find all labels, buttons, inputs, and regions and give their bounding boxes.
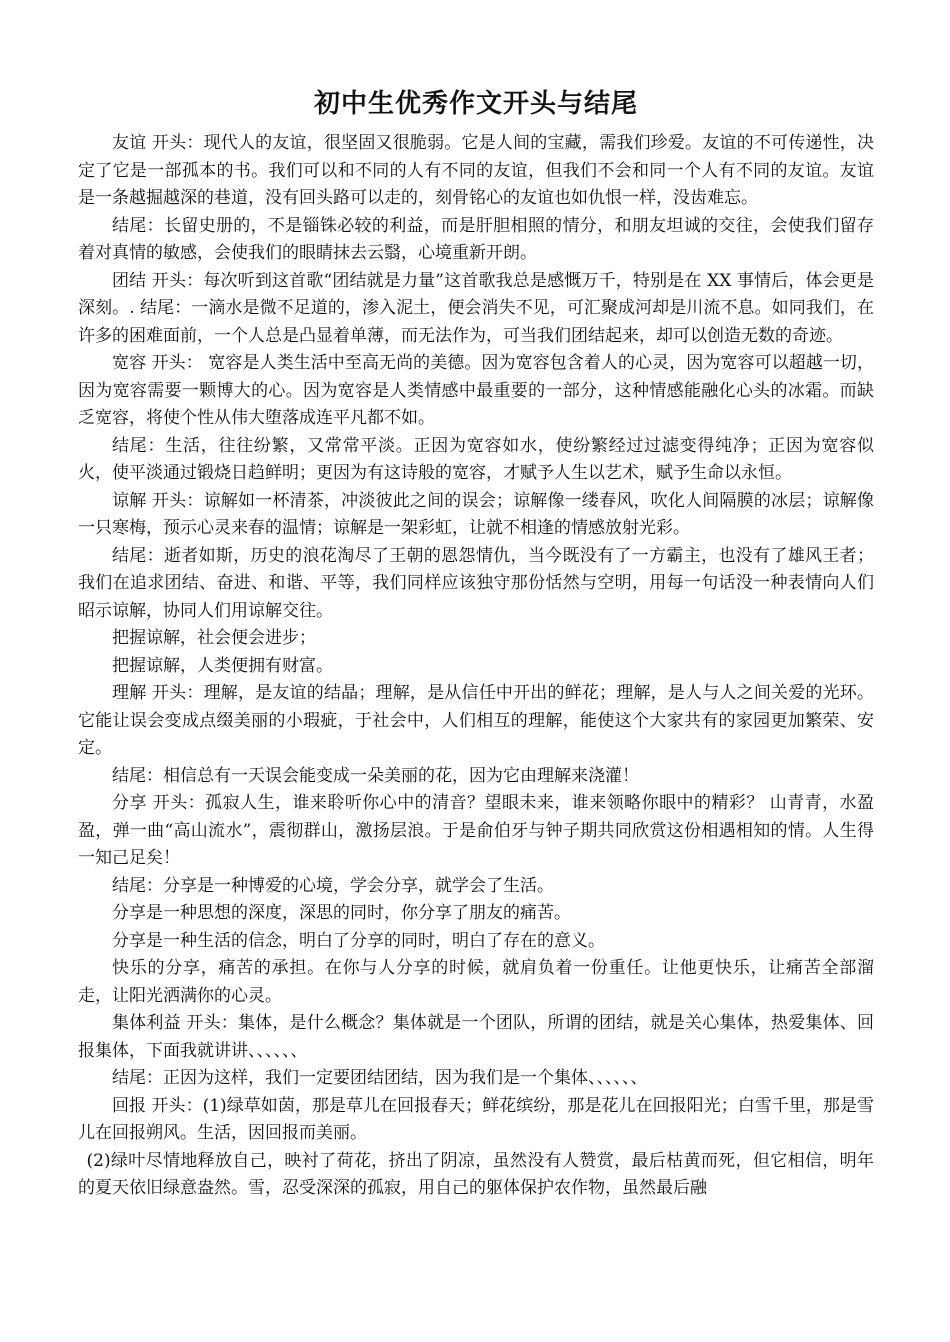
paragraph-collective-opening: 集体利益 开头：集体，是什么概念？集体就是一个团队，所谓的团结，就是关心集体，热爱集体、回报集体，下面我就讲讲、、、、、、 bbox=[78, 1013, 874, 1061]
paragraph-repay-opening: 回报 开头：(1)绿草如茵，那是草儿在回报春天；鲜花缤纷，那是花儿在回报阳光；白雪千里，那是雪儿在回报朔风。生活，因回报而美丽。 bbox=[78, 1095, 874, 1143]
paragraph-understanding-ending: 结尾：相信总有一天误会能变成一朵美丽的花，因为它由理解来浇灌！ bbox=[112, 765, 639, 786]
paragraph-sharing-line-4: 快乐的分享，痛苦的承担。在你与人分享的时候，就肩负着一份重任。让他更快乐，让痛苦全部溜走，让阳光洒满你的心灵。 bbox=[78, 958, 874, 1006]
paragraph-forgiveness-opening: 谅解 开头：谅解如一杯清茶，冲淡彼此之间的误会；谅解像一缕春风，吹化人间隔膜的冰层；谅解像一只寒梅，预示心灵来春的温情；谅解是一架彩虹，让就不相逢的情感放射光彩。 bbox=[78, 490, 874, 538]
paragraph-sharing-line-2: 分享是一种思想的深度，深思的同时，你分享了朋友的痛苦。 bbox=[112, 903, 571, 923]
paragraph-forgiveness-line-2: 把握谅解，人类便拥有财富。 bbox=[112, 655, 333, 676]
paragraph-unity: 团结 开头：每次听到这首歌“团结就是力量”这首歌我总是感慨万千，特别是在 XX 事情后，体会更是深刻。. 结尾：一滴水是微不足道的，渗入泥土，便会消失不见，可汇聚成河却是川流不息。如同我们，在许多的困难面前，一个人总是凸显着单薄，而无法作为，可当我们团结起来，却可以创造无数的奇迹。 bbox=[78, 270, 874, 346]
paragraph-friendship-ending: 结尾：长留史册的，不是锱铢必较的利益，而是肝胆相照的情分，和朋友坦诚的交往，会使我们留存着对真情的敏感，会使我们的眼睛抹去云翳，心境重新开朗。 bbox=[78, 215, 874, 263]
paragraph-collective-ending: 结尾：正因为这样，我们一定要团结团结，因为我们是一个集体、、、、、、 bbox=[112, 1068, 648, 1088]
document-page bbox=[78, 86, 874, 1203]
paragraph-friendship-opening: 友谊 开头：现代人的友谊，很坚固又很脆弱。它是人间的宝藏，需我们珍爱。友谊的不可传递性，决定了它是一部孤本的书。我们可以和不同的人有不同的友谊，但我们不会和同一个人有不同的友谊。友谊是一条越掘越深的巷道，没有回头路可以走的，刻骨铭心的友谊也如仇恨一样，没齿难忘。 bbox=[78, 133, 874, 208]
paragraph-repay-part-2: (2)绿叶尽情地释放自己，映衬了荷花，挤出了阴凉，虽然没有人赞赏，最后枯黄而死，但它相信，明年的夏天依旧绿意盎然。雪，忍受深深的孤寂，用自己的躯体保护农作物，虽然最后融 bbox=[78, 1150, 874, 1198]
paragraph-sharing-opening: 分享 开头：孤寂人生，谁来聆听你心中的清音？望眼未来，谁来领略你眼中的精彩？ 山青青，水盈盈，弹一曲“高山流水”，震彻群山，激扬层浪。于是俞伯牙与钟子期共同欣赏这份相遇相知的情。人生得一知己足矣！ bbox=[78, 793, 874, 868]
paragraph-understanding-opening: 理解 开头：理解，是友谊的结晶；理解，是从信任中开出的鲜花；理解，是人与人之间关爱的光环。它能让误会变成点缀美丽的小瑕疵，于社会中，人们相互的理解，能使这个大家共有的家园更加繁荣、安定。 bbox=[78, 683, 874, 758]
paragraph-sharing-ending: 结尾：分享是一种博爱的心境，学会分享，就学会了生活。 bbox=[112, 875, 554, 896]
paragraph-forgiveness-ending: 结尾：逝者如斯，历史的浪花淘尽了王朝的恩怨情仇，当今既没有了一方霸主，也没有了雄风王者；我们在追求团结、奋进、和谐、平等，我们同样应该独守那份恬然与空明，用每一句话没一种表情向人们昭示谅解，协同人们用谅解交往。 bbox=[78, 545, 874, 621]
paragraph-tolerance-opening: 宽容 开头： 宽容是人类生活中至高无尚的美德。因为宽容包含着人的心灵，因为宽容可以超越一切，因为宽容需要一颗博大的心。因为宽容是人类情感中最重要的一部分，这种情感能融化心头的冰霜。而缺乏宽容，将使个性从伟大堕落成连平凡都不如。 bbox=[78, 353, 874, 428]
paragraph-forgiveness-line-1: 把握谅解，社会便会进步； bbox=[112, 628, 316, 648]
paragraph-sharing-line-3: 分享是一种生活的信念，明白了分享的同时，明白了存在的意义。 bbox=[112, 930, 605, 951]
paragraph-tolerance-ending: 结尾：生活，往往纷繁，又常常平淡。正因为宽容如水，使纷繁经过过滤变得纯净；正因为宽容似火，使平淡通过锻烧日趋鲜明；更因为有这诗般的宽容，才赋予人生以艺术，赋予生命以永恒。 bbox=[78, 435, 874, 483]
document-title: 初中生优秀作文开头与结尾 bbox=[313, 89, 638, 119]
